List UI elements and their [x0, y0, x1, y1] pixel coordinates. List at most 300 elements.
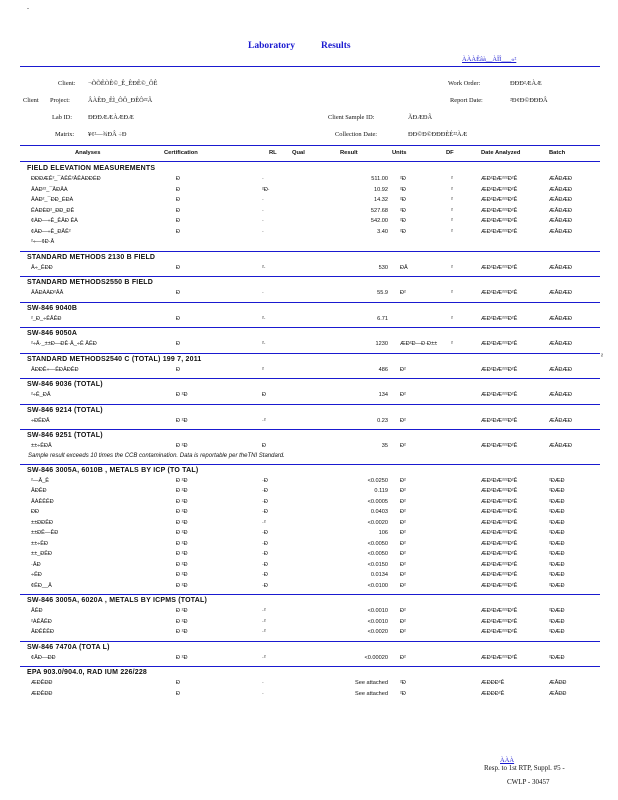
cell-analyte: ±±_ÐÊÐ — [31, 551, 53, 557]
section-title: SW-846 9050A — [27, 330, 78, 337]
cell-result: 55.9 — [377, 290, 388, 296]
matrix-value: ¥¢²—¾ÐÂ ÷Ð — [88, 131, 127, 138]
cell-rl: ·Ð — [262, 498, 268, 505]
cell-certification: Ð ²Ð — [176, 572, 188, 578]
cell-date-analyzed: ÆÐ²ÐÆ²²²Ð²Ê — [481, 654, 518, 661]
cell-result: 486 — [378, 366, 388, 373]
cell-result: 530 — [378, 264, 388, 271]
cell-units: Ð² — [400, 654, 406, 661]
section-title: SW-846 7470A (TOTA L) — [27, 643, 110, 651]
col-batch: Batch — [549, 150, 566, 156]
cell-units: Ð² — [400, 608, 406, 614]
cell-analyte: ÐÐ — [31, 509, 40, 515]
cell-date-analyzed: ÆÐ²ÐÆ²²²Ð²Ê — [481, 290, 518, 296]
table-row — [0, 316, 618, 326]
cell-analyte: ²ÀÊÂÊÐ — [31, 618, 52, 625]
cell-certification: Ð — [176, 290, 181, 296]
section-divider — [20, 464, 600, 465]
cell-certification: Ð ²Ð — [176, 443, 188, 449]
section-divider — [20, 276, 600, 277]
section-divider — [20, 404, 600, 405]
cell-units: ÆÐ²Ð—Ð·Ð±± — [400, 341, 438, 347]
workorder-value: ÐÐÐ²ÆÀÆ — [510, 80, 542, 87]
table-row — [0, 443, 618, 453]
title-results: Results — [321, 41, 351, 51]
cell-certification: Ð ²Ð — [176, 530, 188, 536]
title-laboratory: Laboratory — [248, 41, 295, 51]
cell-rl: ·² — [262, 608, 266, 614]
cell-date-analyzed: ÆÐ²ÐÆ²²²Ð²Ê — [481, 582, 518, 589]
cell-batch: ²ÐÆÐ — [549, 654, 565, 661]
cell-certification: Ð — [176, 264, 181, 271]
cell-batch: ²ÐÆÐ — [549, 530, 565, 536]
col-certification: Certification — [164, 150, 198, 156]
cell-batch: ²ÐÆÐ — [549, 551, 565, 557]
section-divider — [20, 666, 600, 667]
cell-df: ² — [451, 315, 453, 322]
cell-certification: Ð — [176, 176, 181, 182]
cell-batch: ²ÐÆÐ — [549, 629, 565, 635]
table-row — [0, 551, 618, 561]
cell-analyte: ÂÐÊÐ — [31, 488, 47, 494]
cell-df: ² — [451, 207, 453, 214]
cell-batch: ²ÐÆÐ — [549, 488, 565, 494]
cell-batch: ²ÐÆÐ — [549, 477, 565, 484]
cell-units: ²Ð — [400, 680, 406, 686]
section-title: SW-846 9214 (TOTAL) — [27, 406, 103, 414]
table-row — [0, 218, 618, 228]
cell-date-analyzed: ÆÐÐÐ²Ê — [481, 680, 505, 686]
cell-units: Ð² — [400, 509, 406, 515]
table-row — [0, 290, 618, 300]
cell-rl: ·Ð — [262, 582, 268, 589]
cell-rl: Ð — [262, 392, 267, 398]
col-units: Units — [392, 150, 407, 156]
cell-df: ² — [451, 176, 453, 182]
cell-batch: ÆÂÐÆÐ — [549, 443, 572, 449]
cell-units: Ð² — [400, 392, 406, 398]
cell-analyte: ±±÷ÊÐÂ — [31, 443, 52, 449]
columns-bottom-rule — [20, 161, 600, 162]
cell-date-analyzed: ÆÐ²ÐÆ²²²Ð²Ê — [481, 207, 518, 214]
col-qual: Qual — [292, 150, 305, 156]
cell-analyte: ¢ÀÐ—÷Ê_ÊÂÐ ÊÀ — [31, 218, 78, 224]
cell-date-analyzed: ÆÐÐÐ²Ê — [481, 690, 505, 697]
footer-stamp: ÀÀÀ — [500, 757, 515, 764]
cell-analyte: ÐÐÐÆÊ²_¯ÀÊÊ²ÂÊÀÐÐÉÐ — [31, 176, 101, 182]
cell-result: 3.40 — [377, 228, 388, 235]
matrix-label: Matrix: — [55, 131, 75, 138]
cell-rl: ·Ð — [262, 509, 268, 515]
cell-date-analyzed: ÆÐ²ÐÆ²²²Ð²Ê — [481, 629, 518, 635]
table-row — [0, 583, 618, 593]
cell-certification: Ð — [176, 680, 181, 686]
table-row — [0, 229, 618, 239]
cell-analyte: ÆÐÊÐÐ — [31, 680, 53, 686]
table-row — [0, 520, 618, 530]
cell-rl: ·² — [262, 417, 266, 424]
cell-analyte: ²_Ð_÷ÊÂÊÐ — [31, 315, 62, 322]
cell-analyte: ²÷—¢Ð·Â — [31, 239, 55, 245]
cell-analyte: ÂÊÐ — [31, 608, 43, 614]
cell-units: ²Ð — [400, 207, 406, 214]
cell-units: Ð² — [400, 530, 406, 536]
cell-certification: Ð — [176, 218, 181, 224]
corner-mark: - — [27, 6, 29, 12]
cell-units: ²Ð — [400, 218, 406, 224]
cell-units: ²Ð — [400, 186, 406, 193]
cell-rl: ·Ð — [262, 572, 268, 578]
cell-certification: Ð — [176, 315, 181, 322]
cell-batch: ²ÐÆÐ — [549, 561, 565, 568]
cell-batch: ÆÂÐÆÐ — [549, 315, 572, 322]
cell-batch: ÆÂÐÆÐ — [549, 218, 572, 224]
project-value: ÂÀÊÐ_ÊÌ_ÔÔ_ÐÊÔ²²Â — [88, 97, 153, 104]
cell-batch: ÆÂÐÆÐ — [549, 366, 572, 373]
cell-batch: ÆÂÐÆÐ — [549, 186, 572, 193]
section-title: STANDARD METHODS2550 B FIELD — [27, 279, 154, 286]
cell-certification: Ð ²Ð — [176, 561, 188, 568]
cell-result: <0.0250 — [367, 477, 388, 484]
cell-result: <0.0005 — [367, 498, 388, 505]
table-row — [0, 562, 618, 572]
cell-df: ² — [451, 341, 453, 347]
cell-certification: Ð ²Ð — [176, 498, 188, 505]
cell-analyte: ÂÐÊÊÊÐ — [31, 629, 55, 635]
table-row — [0, 197, 618, 207]
footer-line2: CWLP - 30457 — [507, 778, 550, 786]
cell-units: Ð² — [400, 551, 406, 557]
cell-rl: ²Ð· — [262, 186, 270, 193]
cell-batch: ÆÂÐÆÐ — [549, 176, 572, 182]
section-title: SW-846 9040B — [27, 304, 78, 312]
cell-certification: Ð ²Ð — [176, 608, 188, 614]
cell-rl: ·Ð — [262, 540, 268, 547]
cell-certification: Ð ²Ð — [176, 509, 188, 515]
cell-certification: Ð — [176, 690, 181, 697]
cell-units: Ð² — [400, 290, 406, 296]
cell-result: 0.0134 — [370, 572, 388, 578]
cell-date-analyzed: ÆÐ²ÐÆ²²²Ð²Ê — [481, 561, 518, 568]
cell-date-analyzed: ÆÐ²ÐÆ²²²Ð²Ê — [481, 519, 518, 526]
cell-date-analyzed: ÆÐ²ÐÆ²²²Ð²Ê — [481, 186, 518, 193]
cell-batch: ÆÂÐÆÐ — [549, 290, 572, 296]
cell-certification: Ð — [176, 366, 181, 373]
cell-rl: ·² — [262, 629, 266, 635]
cell-analyte: ±±ÐÐÊÐ — [31, 519, 53, 526]
cell-certification: Ð — [176, 186, 181, 193]
cell-units: Ð² — [400, 443, 406, 449]
table-row — [0, 680, 618, 690]
cell-df: ² — [451, 197, 453, 203]
cell-analyte: ²—Â_Ê — [31, 477, 50, 484]
cell-certification: Ð ²Ð — [176, 417, 188, 424]
table-row — [0, 239, 618, 249]
cell-date-analyzed: ÆÐ²ÐÆ²²²Ð²Ê — [481, 572, 518, 578]
table-row — [0, 619, 618, 629]
cell-batch: ÆÂÐÆÐ — [549, 392, 572, 398]
section-divider — [20, 594, 600, 595]
cell-result: <0.0050 — [367, 551, 388, 557]
cell-units: Ð² — [400, 561, 406, 568]
cell-date-analyzed: ÆÐ²ÐÆ²²²Ð²Ê — [481, 530, 518, 536]
section-title: SW-846 3005A, 6010B , METALS BY ICP (TO TAL) — [27, 466, 199, 474]
cell-rl: · — [262, 207, 264, 214]
section-title: SW-846 3005A, 6020A , METALS BY ICPMS (TOTAL) — [27, 597, 208, 604]
cell-batch: ÆÂÐÐ — [549, 690, 567, 697]
cell-date-analyzed: ÆÐ²ÐÆ²²²Ð²Ê — [481, 264, 518, 271]
cell-batch: ÆÂÐÆÐ — [549, 207, 572, 214]
cell-rl: ·Ð — [262, 477, 268, 484]
cell-certification: Ð ²Ð — [176, 540, 188, 547]
cell-units: ÐÂ — [400, 264, 408, 271]
table-row — [0, 392, 618, 402]
cell-rl: · — [262, 680, 264, 686]
cell-batch: ²ÐÆÐ — [549, 618, 565, 625]
col-result: Result — [340, 150, 358, 156]
cell-result: <0.0020 — [367, 629, 388, 635]
cell-result: <0.00020 — [364, 654, 388, 661]
cell-units: Ð² — [400, 417, 406, 424]
cell-analyte: ÂÀÊÊÊÐ — [31, 498, 54, 505]
cell-result: 542.00 — [370, 218, 388, 224]
reportdate-value: ²Ð¢Ð©ÐÐÐÂ — [510, 97, 548, 104]
section-title: SW-846 9036 (TOTAL) — [27, 381, 103, 388]
cell-rl: · — [262, 218, 264, 224]
section-divider — [20, 251, 600, 252]
table-row — [0, 341, 618, 351]
labid-value: ÐÐÐÆÆÀÆÐÆ — [88, 114, 134, 121]
cell-units: Ð² — [400, 519, 406, 526]
cell-batch: ²ÐÆÐ — [549, 509, 565, 515]
cell-date-analyzed: ÆÐ²ÐÆ²²²Ð²Ê — [481, 218, 518, 224]
cell-date-analyzed: ÆÐ²ÐÆ²²²Ð²Ê — [481, 197, 518, 203]
cell-units: Ð² — [400, 366, 406, 373]
cell-analyte: ÂÀÐ²_¯ÐÐ_ÉÐÀ — [31, 197, 74, 203]
cell-result: See attached — [355, 690, 388, 697]
section-title: EPA 903.0/904.0, RAD IUM 226/228 — [27, 669, 148, 676]
cell-result: <0.0010 — [367, 618, 388, 625]
section-title: STANDARD METHODS 2130 B FIELD — [27, 253, 156, 261]
header-rule — [20, 66, 600, 67]
collection-value: ÐÐ©Ð©ÐÐÐÈÉ²²ÀÆ — [408, 131, 468, 138]
cell-batch: ÆÂÐÆÐ — [549, 228, 572, 235]
cell-batch: ²ÐÆÐ — [549, 582, 565, 589]
section-divider — [20, 378, 600, 379]
project-label: Project: — [50, 97, 70, 104]
cell-date-analyzed: ÆÐ²ÐÆ²²²Ð²Ê — [481, 366, 518, 373]
table-row — [0, 208, 618, 218]
cell-units: Ð² — [400, 498, 406, 505]
table-row — [0, 509, 618, 519]
columns-top-rule — [20, 145, 600, 146]
cell-units: ²Ð — [400, 228, 406, 235]
cell-date-analyzed: ÆÐ²ÐÆ²²²Ð²Ê — [481, 176, 518, 182]
cell-analyte: ¢ÂÐ—ÐÐ — [31, 654, 56, 661]
client-label: Client: — [58, 80, 76, 87]
cell-batch: ²ÐÆÐ — [549, 608, 565, 614]
cell-df: ² — [451, 186, 453, 193]
section-divider — [20, 641, 600, 642]
section-divider — [20, 327, 600, 328]
cell-result: <0.0020 — [367, 519, 388, 526]
cell-analyte: ÂÂÐÀÀÐ²ÂÂ — [31, 290, 64, 296]
cell-certification: Ð ²Ð — [176, 629, 188, 635]
cell-batch: ÆÂÐÐ — [549, 680, 567, 686]
side-mark: ² — [601, 354, 603, 360]
table-row — [0, 629, 618, 639]
cell-result: 106 — [378, 530, 388, 536]
cell-result: 0.0403 — [370, 509, 388, 515]
cell-rl: Ð — [262, 443, 267, 449]
table-row — [0, 418, 618, 428]
cell-rl: ·² — [262, 618, 266, 625]
table-row — [0, 499, 618, 509]
cell-analyte: ÷ÐÊÐÂ — [31, 417, 50, 424]
table-row — [0, 541, 618, 551]
table-row — [0, 478, 618, 488]
cell-certification: Ð ²Ð — [176, 488, 188, 494]
cell-df: ² — [451, 290, 453, 296]
cell-rl: ·Ð — [262, 551, 268, 557]
cell-rl: · — [262, 197, 264, 203]
cell-analyte: ·ÂÐ — [31, 561, 41, 568]
cell-units: Ð² — [400, 488, 406, 494]
cell-rl: · — [262, 228, 264, 235]
cell-certification: Ð ²Ð — [176, 654, 188, 661]
table-row — [0, 187, 618, 197]
section-note: Sample result exceeds 10 times the CCB contamination. Data is reportable per theTNI Standard. — [28, 452, 285, 459]
cell-result: 0.119 — [374, 488, 388, 494]
cell-units: Ð² — [400, 629, 406, 635]
cell-result: 511.00 — [371, 176, 388, 182]
cell-units: ²Ð — [400, 197, 406, 203]
cell-units: ²Ð — [400, 690, 406, 697]
cell-result: 1230 — [375, 341, 388, 347]
table-row — [0, 572, 618, 582]
col-df: DF — [446, 150, 454, 156]
cell-rl: ·Ð — [262, 488, 268, 494]
cell-result: <0.0050 — [367, 540, 388, 547]
col-rl: RL — [269, 150, 277, 156]
table-row — [0, 176, 618, 186]
section-divider — [20, 302, 600, 303]
footer-line1: Resp. to 1st RTP, Suppl. #5 - — [484, 764, 565, 772]
workorder-label: Work Order: — [448, 80, 481, 87]
cell-batch: ÆÂÐÆÐ — [549, 264, 572, 271]
cell-analyte: ²÷Ê_ÐÂ — [31, 392, 51, 398]
cell-certification: Ð — [176, 341, 181, 347]
cell-units: Ð² — [400, 572, 406, 578]
section-divider — [20, 429, 600, 430]
cell-analyte: ÷ÊÐ — [31, 572, 42, 578]
labid-label: Lab ID: — [52, 114, 73, 121]
cell-result: 0.23 — [377, 417, 388, 424]
cell-certification: Ð ²Ð — [176, 618, 188, 625]
cell-df: ² — [451, 218, 453, 224]
cell-result: <0.0100 — [367, 582, 388, 589]
cell-result: <0.0150 — [367, 561, 388, 568]
cell-batch: ÆÂÐÆÐ — [549, 341, 572, 347]
section-title: SW-846 9251 (TOTAL) — [27, 432, 103, 439]
client-value: ¬ÕÕÊÒÊ©_Ê_ÊÐÊ©_ÔÊ — [88, 80, 158, 87]
cell-date-analyzed: ÆÐ²ÐÆ²²²Ð²Ê — [481, 608, 518, 614]
cell-df: ² — [451, 264, 453, 271]
cell-analyte: Â÷_ÊÐÐ — [31, 264, 53, 271]
col-analyses: Analyses — [75, 150, 101, 156]
table-row — [0, 265, 618, 275]
cell-units: Ð² — [400, 477, 406, 484]
cell-date-analyzed: ÆÐ²ÐÆ²²²Ð²Ê — [481, 443, 518, 449]
cell-date-analyzed: ÆÐ²ÐÆ²²²Ð²Ê — [481, 488, 518, 494]
cell-df: ² — [451, 228, 453, 235]
client-prefix: Client — [23, 97, 39, 104]
clientsample-value: ÃÐÆÐÂ — [408, 114, 433, 121]
cell-certification: Ð — [176, 228, 181, 235]
cell-certification: Ð ²Ð — [176, 519, 188, 526]
cell-result: 10.92 — [374, 186, 388, 193]
cell-analyte: ÂÀÐ²²_¯ÂÐÂÀ — [31, 186, 68, 193]
table-row — [0, 691, 618, 701]
cell-batch: ÆÂÐÆÐ — [549, 417, 572, 424]
cell-rl: ²· — [262, 264, 266, 271]
cell-result: 35 — [381, 443, 388, 449]
cell-rl: · — [262, 176, 264, 182]
cell-date-analyzed: ÆÐ²ÐÆ²²²Ð²Ê — [481, 551, 518, 557]
cell-rl: ·² — [262, 519, 266, 526]
clientsample-label: Client Sample ID: — [328, 114, 375, 121]
cell-batch: ²ÐÆÐ — [549, 498, 565, 505]
cell-units: ²Ð — [400, 176, 406, 182]
cell-date-analyzed: ÆÐ²ÐÆ²²²Ð²Ê — [481, 341, 518, 347]
cell-analyte: ±±ÐÊ—ÊÐ — [31, 530, 59, 536]
cell-rl: · — [262, 690, 264, 697]
table-row — [0, 608, 618, 618]
cell-date-analyzed: ÆÐ²ÐÆ²²²Ð²Ê — [481, 228, 518, 235]
cell-date-analyzed: ÆÐ²ÐÆ²²²Ð²Ê — [481, 498, 518, 505]
cell-date-analyzed: ÆÐ²ÐÆ²²²Ð²Ê — [481, 618, 518, 625]
cell-rl: ·Ð — [262, 530, 268, 536]
cell-analyte: ÂÐÐÊ÷—ÊÐÂÐÊÐ — [31, 366, 79, 373]
cell-units: Ð² — [400, 618, 406, 625]
cell-date-analyzed: ÆÐ²ÐÆ²²²Ð²Ê — [481, 540, 518, 547]
cell-certification: Ð ²Ð — [176, 477, 188, 484]
cell-rl: ² — [262, 366, 264, 373]
cell-result: 527.68 — [370, 207, 388, 214]
cell-rl: ²· — [262, 315, 266, 322]
cell-date-analyzed: ÆÐ²ÐÆ²²²Ð²Ê — [481, 392, 518, 398]
cell-result: 134 — [378, 392, 388, 398]
top-right-stamp: ÀÀÀÊâà__ÀÎÎ___«² — [462, 56, 517, 63]
table-row — [0, 367, 618, 377]
cell-analyte: ¢ÀÐ—÷Ê_ÐÂÊ² — [31, 228, 71, 235]
table-row — [0, 488, 618, 498]
cell-date-analyzed: ÆÐ²ÐÆ²²²Ð²Ê — [481, 315, 518, 322]
reportdate-label: Report Date: — [450, 97, 483, 104]
cell-rl: ·Ð — [262, 561, 268, 568]
cell-analyte: ¢ÊÐ__Â — [31, 582, 52, 589]
cell-result: <0.0010 — [367, 608, 388, 614]
cell-analyte: ÆÐÊÐÐ — [31, 690, 53, 697]
cell-result: See attached — [355, 680, 388, 686]
cell-analyte: ²÷Â·_±±Ð—ÐÊ·Â_÷Ê ÂÊÐ — [31, 341, 97, 347]
cell-analyte: ±±÷ÊÐ — [31, 540, 48, 547]
cell-date-analyzed: ÆÐ²ÐÆ²²²Ð²Ê — [481, 509, 518, 515]
cell-units: Ð² — [400, 582, 406, 589]
cell-date-analyzed: ÆÐ²ÐÆ²²²Ð²Ê — [481, 417, 518, 424]
cell-certification: Ð ²Ð — [176, 582, 188, 589]
cell-result: 14.32 — [374, 197, 388, 203]
